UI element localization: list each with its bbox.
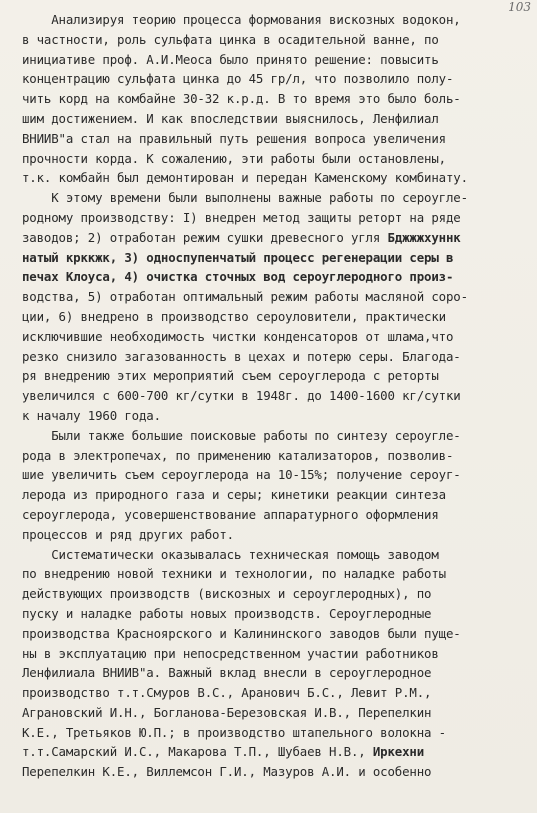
text-fragment: т.т.Самарский И.С., Макарова Т.П., Шубаев Н.В., <box>22 744 373 760</box>
text-line: ря внедрению этих мероприятий съем сероуглерода с реторты <box>22 368 439 384</box>
text-line: по внедрению новой техники и технологии, по наладке работы <box>22 566 446 582</box>
overtyped-fragment: Бджжжхуннк <box>387 229 461 245</box>
text-line: ны в эксплуатацию при непосредственном участии работников <box>22 645 439 661</box>
text-line: ВНИИВ"а стал на правильный путь решения вопроса увеличения <box>22 130 446 146</box>
document-body <box>22 10 528 782</box>
text-line: прочности корда. К сожалению, эти работы были остановлены, <box>22 150 446 166</box>
text-line: концентрацию сульфата цинка до 45 гр/л, что позволило полу- <box>22 71 454 87</box>
text-line <box>22 742 528 762</box>
text-line: инициативе проф. А.И.Меоса было принято решение: повысить <box>22 51 439 67</box>
text-line: шим достижением. И как впоследствии выяснилось, Ленфилиал <box>22 110 439 126</box>
text-line: процессов и ряд других работ. <box>22 526 234 542</box>
text-line: печах Клоуса, 4) очистка сточных вод сероуглеродного произ- <box>22 269 454 285</box>
text-line: сероуглерода, усовершенствование аппаратурного оформления <box>22 506 439 522</box>
overtyped-fragment: Иркехни <box>372 744 425 760</box>
text-line: увеличился с 600-700 кг/сутки в 1948г. до 1400-1600 кг/сутки <box>22 388 461 404</box>
text-line: лерода из природного газа и серы; кинетики реакции синтеза <box>22 487 446 503</box>
text-line: в частности, роль сульфата цинка в осадительной ванне, по <box>22 31 439 47</box>
text-line <box>22 228 528 248</box>
paragraph-2 <box>22 188 528 426</box>
text-line: шие увеличить съем сероуглерода на 10-15%; получение сероуг- <box>22 467 461 483</box>
text-line: к началу 1960 года. <box>22 407 161 423</box>
text-line: Ленфилиала ВНИИВ"а. Важный вклад внесли в сероуглеродное <box>22 665 432 681</box>
text-line: т.к. комбайн был демонтирован и передан Каменскому комбинату. <box>22 170 468 186</box>
text-line: К.Е., Третьяков Ю.П.; в производство штапельного волокна - <box>22 724 446 740</box>
text-line: Перепелкин К.Е., Виллемсон Г.И., Мазуров А.И. и особенно <box>22 764 432 780</box>
text-line: производства Красноярского и Калининского заводов были пуще- <box>22 625 461 641</box>
text-line: Были также большие поисковые работы по синтезу сероугле- <box>22 427 461 443</box>
text-line: водства, 5) отработан оптимальный режим работы масляной соро- <box>22 289 468 305</box>
paragraph-4 <box>22 545 528 783</box>
text-line: действующих производств (вискозных и сероуглеродных), по <box>22 586 432 602</box>
page-number-mark: 103 <box>508 0 531 14</box>
text-line: ции, 6) внедрено в производство сероуловители, практически <box>22 308 446 324</box>
text-line: Аграновский И.Н., Богланова-Березовская И.В., Перепелкин <box>22 704 432 720</box>
text-line: Систематически оказывалась техническая помощь заводом <box>22 546 439 562</box>
text-line: чить корд на комбайне 30-32 к.р.д. В то время это было боль- <box>22 91 461 107</box>
text-line: рода в электропечах, по применению катализаторов, позволив- <box>22 447 454 463</box>
text-line: родному производству: I) внедрен метод защиты реторт на ряде <box>22 209 461 225</box>
text-line: Анализируя теорию процесса формования вискозных водокон, <box>22 12 461 27</box>
paragraph-1 <box>22 10 528 188</box>
text-line-overtyped: натый крккжк, 3) односпупенчатый процесс регенерации серы в <box>22 249 454 265</box>
text-line: К этому времени были выполнены важные работы по сероугле- <box>22 190 468 206</box>
text-line: резко снизило загазованность в цехах и потерю серы. Благода- <box>22 348 461 364</box>
paragraph-3 <box>22 426 528 545</box>
text-line: пуску и наладке работы новых производств. Сероуглеродные <box>22 605 432 621</box>
text-fragment: заводов; 2) отработан режим сушки древесного угля <box>22 229 388 245</box>
text-line: исключившие необходимость чистки конденсаторов от шлама,что <box>22 328 454 344</box>
text-line: производство т.т.Смуров В.С., Аранович Б.С., Левит Р.М., <box>22 685 432 701</box>
